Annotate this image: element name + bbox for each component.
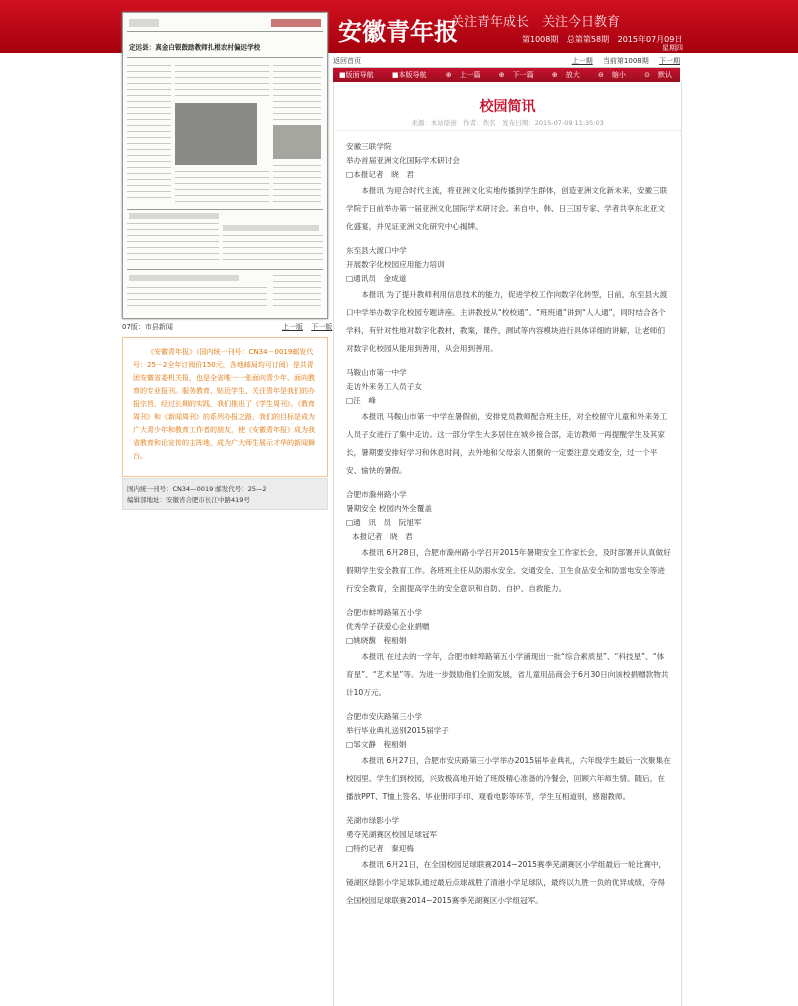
editorial-address: 编辑部地址：安徽省合肥市长江中路419号	[127, 496, 250, 504]
section-school: 芜湖市绿影小学	[346, 816, 400, 825]
section-byline: □邹文静 程相娟	[346, 740, 407, 749]
article-section	[346, 710, 671, 806]
page-label: 07版：市县新闻	[122, 323, 173, 331]
newspaper-page-thumbnail[interactable]	[122, 12, 328, 319]
zoom-out-button[interactable]	[590, 71, 626, 79]
prev-article-button[interactable]	[438, 71, 481, 79]
zoom-in-button[interactable]	[544, 71, 580, 79]
newspaper-intro-box	[122, 337, 328, 477]
article-section	[346, 244, 671, 358]
layout-nav-label: 版面导航	[345, 71, 374, 79]
issue-weekday: 星期四	[662, 44, 683, 52]
next-issue-link[interactable]: 下一期	[659, 57, 680, 65]
prev-article-label: 上一篇	[459, 71, 481, 79]
zoom-in-icon: ⊕	[551, 71, 558, 79]
article-nav-button[interactable]: ■本版导航	[391, 71, 427, 79]
next-icon: ⊕	[498, 71, 505, 79]
section-text: 本报讯 为迎合时代主流，将亚洲文化实地传播到学生群体，创造亚洲文化新未来，安徽三联学院于日前举办第一届亚洲文化国际学术研讨会。来自中、韩、日三国专家、学者共享东北亚文化盛宴，并见证亚洲文化研究中心揭牌。	[346, 186, 668, 231]
issue-date: 2015年07月09日	[617, 35, 683, 44]
section-byline: □通 讯 员 阮旭军	[346, 518, 422, 527]
section-headline: 优秀学子获爱心企业捐赠	[346, 622, 430, 631]
section-text: 本报讯 6月28日，合肥市滁州路小学召开2015年暑期安全工作家长会，及时部署并认真做好假期学生安全教育工作。各班班主任从防溺水安全、交通安全、卫生食品安全和防雷电安全等进行安全教育，全面提高学生的安全意识和自防、自护、自救能力。	[346, 548, 671, 593]
next-article-button[interactable]	[491, 71, 534, 79]
default-size-label: 默认	[658, 71, 672, 79]
section-byline: □特约记者 秦迎梅	[346, 844, 414, 853]
section-school: 合肥市蚌埠路第五小学	[346, 608, 422, 617]
article-toolbar	[333, 68, 680, 82]
article-section	[346, 814, 671, 910]
total-issue-number: 总第第58期	[566, 35, 610, 44]
article-section	[346, 606, 671, 702]
section-headline: 勇夺芜湖赛区校园足球冠军	[346, 830, 438, 839]
home-link[interactable]: 返回首页	[333, 57, 361, 65]
publication-info	[122, 478, 328, 510]
layout-nav-button[interactable]: ■版面导航	[339, 71, 374, 79]
issue-nav	[333, 54, 680, 68]
section-byline: □姚晓馥 程相娟	[346, 636, 407, 645]
section-text: 本报讯 在过去的一学年，合肥市蚌埠路第五小学涌现出一批“综合素质星”、“科技星”、“体育星”、“艺术星”等。为进一步鼓励他们全面发展，省儿童用品商会于6月30日向该校捐赠款物共计10万元。	[346, 652, 669, 697]
publication-code: 国内统一刊号：CN34—0019 邮发代号：25—2	[127, 485, 267, 493]
section-school: 东至县大渡口中学	[346, 246, 407, 255]
article-nav-label: 本版导航	[398, 71, 427, 79]
prev-page-link[interactable]: 上一版	[282, 323, 303, 331]
next-article-label: 下一篇	[512, 71, 534, 79]
zoom-out-icon: ⊖	[598, 71, 604, 79]
next-page-link[interactable]: 下一版	[311, 323, 333, 331]
section-text: 本报讯 马鞍山市第一中学在暑假前，安排党员教师配合班主任，对全校留守儿童和外来务工人员子女进行了集中走访。这一部分学生大多居住在城乡接合部，走访教师一再提醒学生及其家长，暑期要安排好学习和休息时间，去外地和父母亲人团聚的一定要注意交通安全，过一个平安、愉快的暑假。	[346, 412, 668, 475]
zoom-out-label: 缩小	[611, 71, 626, 79]
article-body	[346, 138, 671, 910]
section-text: 本报讯 6月21日，在全国校园足球联赛2014~2015赛季芜湖赛区小学组最后一轮比赛中，镜湖区绿影小学足球队通过最后点球战胜了清港小学足球队，最终以九胜一负的优异成绩，夺得全国校园足球联赛2014~2015赛季芜湖赛区小学组冠军。	[346, 860, 667, 905]
zoom-in-label: 放大	[565, 71, 580, 79]
prev-issue-link[interactable]: 上一期	[571, 57, 593, 65]
section-school: 马鞍山市第一中学	[346, 368, 407, 377]
section-school: 合肥市安庆路第三小学	[346, 712, 422, 721]
article-panel	[333, 82, 682, 1006]
section-headline: 开展数字化校园应用能力培训	[346, 260, 445, 269]
thumbnail-headline: 定远县：真金白银鼓励教师扎根农村偏远学校	[129, 43, 261, 52]
prev-icon: ⊕	[445, 71, 452, 79]
default-icon: ⊙	[644, 71, 650, 79]
section-byline: □通讯员 金成道	[346, 274, 407, 283]
section-headline: 举办首届亚洲文化国际学术研讨会	[346, 156, 460, 165]
article-meta: 来源：本站原创 作者：佚名 发布日期：2015-07-09 11:35:03	[334, 118, 681, 131]
logo: 安徽青年报	[338, 17, 458, 46]
default-size-button[interactable]	[636, 71, 672, 79]
section-headline: 走访外来务工人员子女	[346, 382, 422, 391]
slogan: 关注青年成长 关注今日教育	[451, 15, 621, 30]
article-section	[346, 488, 671, 598]
section-byline-2: 本报记者 晓 君	[352, 532, 413, 541]
article-title: 校园简讯	[479, 99, 536, 115]
section-school: 合肥市滁州路小学	[346, 490, 407, 499]
section-headline: 暑期安全 校园内外全覆盖	[346, 504, 432, 513]
intro-text: 《安徽青年报》（国内统一刊号：CN34－0019邮发代号：25－2全年订阅价150元，各地邮局均可订阅）是共青团安徽省委机关报，也是全省唯一一张面向青少年、面向教育的专业报刊。服务教育、贴近学生、关注青年是我们的办报宗旨，经过长期的实践，我们推出了《学生周刊》、《教育周刊》和《新闻周刊》的系列办报之路，我们的目标是成为广大青少年和教育工作者的朋友，使《安徽青年报》成为我省教育和论宣传的主阵地，成为广大师生展示才华的新闻舞台。	[133, 348, 315, 460]
article-section	[346, 366, 671, 480]
section-school: 安徽三联学院	[346, 142, 392, 151]
page-links	[276, 322, 332, 332]
issue-number: 第1008期	[522, 35, 559, 44]
section-byline: □本报记者 晓 君	[346, 170, 414, 179]
section-headline: 举行毕业典礼送别2015届学子	[346, 726, 449, 735]
article-section	[346, 140, 671, 236]
section-text: 本报讯 为了提升教师利用信息技术的能力，促进学校工作向数字化转型，日前，东至县大渡口中学举办数字化校园专题讲座。主讲教授从“校校通”、“班班通”讲到“人人通”，同时结合各个学科，有针对性地对数字化教材，教案，课件，测试等内容模块进行具体详细的讲解，让老师们对数字化校园从能用到善用，从会用到善用。	[346, 290, 668, 353]
section-text: 本报讯 6月27日，合肥市安庆路第三小学举办2015届毕业典礼，六年级学生最后一次聚集在校园里。学生们到校园，兴致极高地开始了班级精心准备的冷餐会，回顾六年师生情。随后，在播放PPT、T恤上签名、毕业册印手印、观看电影等环节，学生互相道别，感谢教师。	[346, 756, 671, 801]
current-issue: 当前第1008期	[602, 57, 649, 65]
section-byline: □汪 峰	[346, 396, 376, 405]
